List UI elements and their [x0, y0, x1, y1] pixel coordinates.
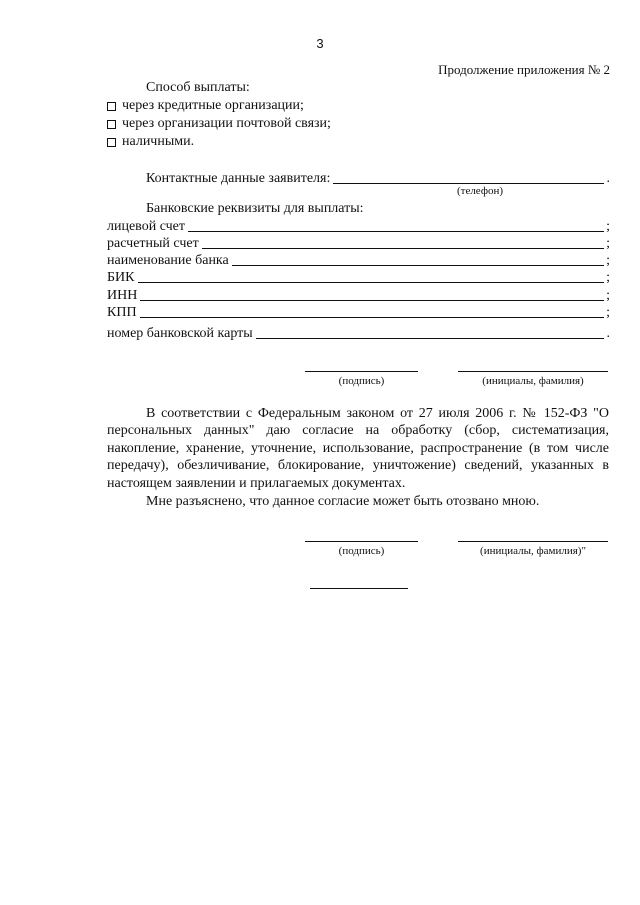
- bank-card-field[interactable]: номер банковской карты .: [107, 326, 610, 341]
- bank-name-field[interactable]: наименование банка ;: [107, 253, 610, 268]
- consent-paragraph: В соответствии с Федеральным законом от 27 июля 2006 г. № 152-ФЗ "О персональных данных" даю согласие на обработку (сбор, систематизация, накопление, хранение, уточнение, использование, распространение (в том числе передачу), обезличивание, блокирование, уничтожение) сведений, указанных в настоящем заявлении и прилагаемых документах.: [107, 406, 609, 491]
- payment-option-bank[interactable]: [107, 98, 304, 114]
- consent-withdraw-note: Мне разъяснено, что данное согласие может быть отозвано мною.: [146, 494, 540, 509]
- kpp-field[interactable]: КПП ;: [107, 305, 610, 320]
- page-number: 3: [316, 36, 324, 51]
- signature-line[interactable]: [305, 371, 418, 372]
- name-caption: (инициалы, фамилия): [482, 375, 584, 387]
- checkbox-icon[interactable]: [107, 102, 116, 111]
- signature-line[interactable]: [305, 541, 418, 542]
- payment-method-title: Способ выплаты:: [146, 80, 250, 95]
- payment-option-post[interactable]: [107, 116, 331, 132]
- payment-option-label: наличными.: [122, 134, 195, 149]
- name-caption: (инициалы, фамилия)": [480, 545, 586, 557]
- inn-field[interactable]: ИНН ;: [107, 288, 610, 303]
- settlement-account-field[interactable]: расчетный счет ;: [107, 236, 610, 251]
- signature-caption: (подпись): [338, 375, 385, 387]
- checkbox-icon[interactable]: [107, 138, 116, 147]
- personal-account-field[interactable]: лицевой счет ;: [107, 219, 610, 234]
- checkbox-icon[interactable]: [107, 120, 116, 129]
- contact-phone-label: Контактные данные заявителя:: [146, 171, 331, 186]
- payment-option-label: через организации почтовой связи;: [122, 116, 331, 131]
- bank-details-title: Банковские реквизиты для выплаты:: [146, 201, 364, 216]
- document-end-line: [310, 588, 408, 589]
- phone-caption: (телефон): [456, 185, 504, 197]
- payment-option-cash[interactable]: [107, 134, 194, 150]
- contact-phone-line[interactable]: [333, 183, 604, 184]
- contact-phone-field[interactable]: Контактные данные заявителя: .: [146, 171, 610, 186]
- appendix-note: Продолжение приложения № 2: [438, 62, 610, 77]
- name-line[interactable]: [458, 371, 608, 372]
- payment-option-label: через кредитные организации;: [122, 98, 304, 113]
- name-line[interactable]: [458, 541, 608, 542]
- bik-field[interactable]: БИК ;: [107, 270, 610, 285]
- signature-caption: (подпись): [338, 545, 385, 557]
